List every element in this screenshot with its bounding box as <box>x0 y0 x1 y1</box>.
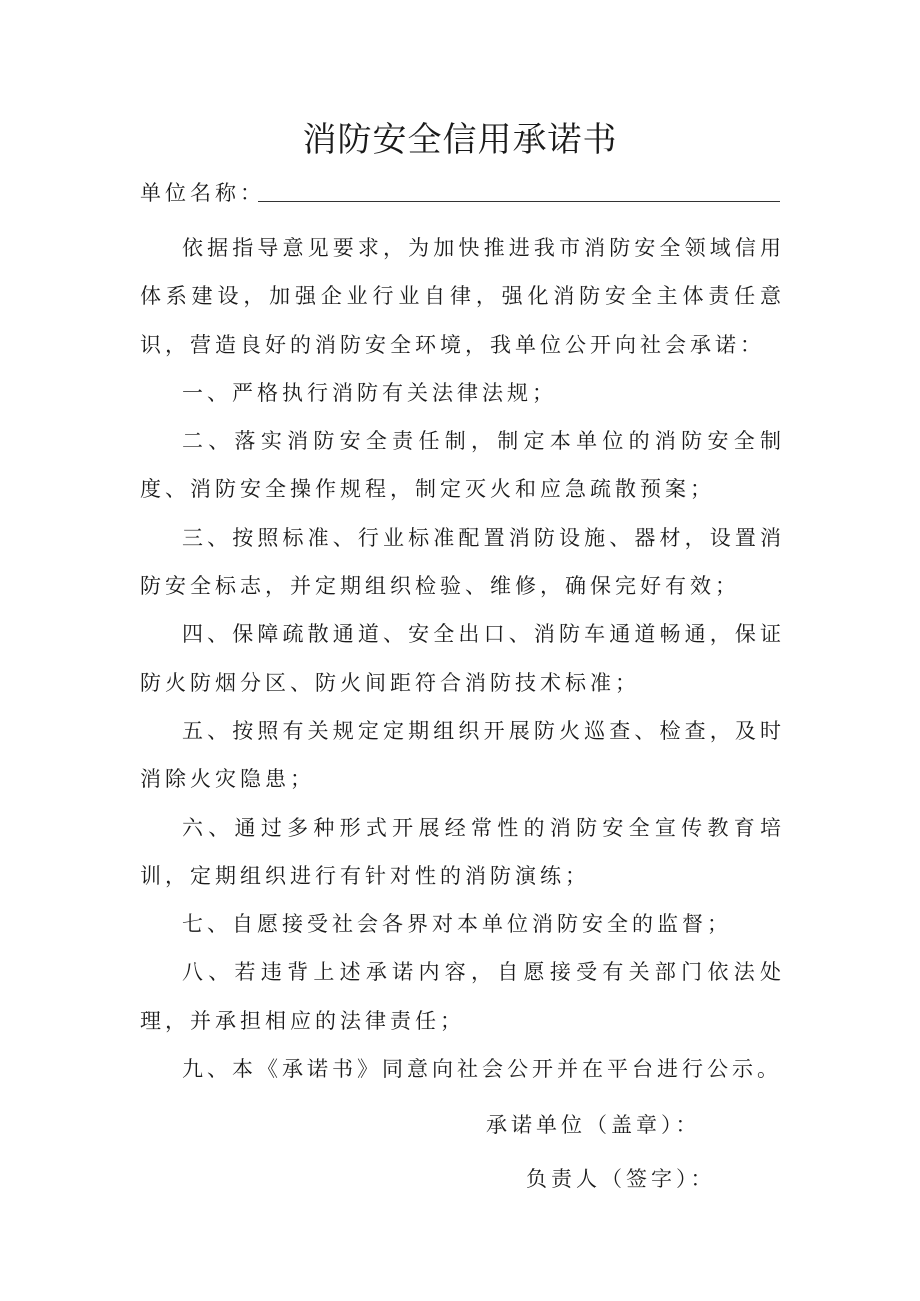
commitment-item-4: 四、保障疏散通道、安全出口、消防车通道畅通，保证防火防烟分区、防火间距符合消防技术标准； <box>140 622 785 695</box>
unit-name-blank-line <box>258 201 780 202</box>
document-title: 消防安全信用承诺书 <box>302 120 618 160</box>
unit-name-label: 单位名称： <box>140 181 265 205</box>
commitment-item-2: 二、落实消防安全责任制，制定本单位的消防安全制度、消防安全操作规程，制定灭火和应急疏散预案； <box>140 429 785 502</box>
commitment-body <box>140 224 785 1093</box>
commitment-item-1: 一、严格执行消防有关法律法规； <box>182 380 557 405</box>
signature-person-label: 负责人（签字）： <box>526 1167 716 1191</box>
intro-paragraph: 依据指导意见要求，为加快推进我市消防安全领域信用体系建设，加强企业行业自律，强化消防安全主体责任意识，营造良好的消防安全环境，我单位公开向社会承诺： <box>140 236 785 357</box>
unit-name-row <box>140 176 780 210</box>
commitment-item-8: 八、若违背上述承诺内容，自愿接受有关部门依法处理，并承担相应的法律责任； <box>140 960 785 1033</box>
commitment-item-5: 五、按照有关规定定期组织开展防火巡查、检查，及时消除火灾隐患； <box>140 718 785 792</box>
commitment-item-6: 六、通过多种形式开展经常性的消防安全宣传教育培训，定期组织进行有针对性的消防演练； <box>140 815 785 888</box>
commitment-item-3: 三、按照标准、行业标准配置消防设施、器材，设置消防安全标志，并定期组织检验、维修，确保完好有效； <box>140 525 785 599</box>
signature-unit-label: 承诺单位（盖章）： <box>486 1113 701 1137</box>
commitment-item-9: 九、本《承诺书》同意向社会公开并在平台进行公示。 <box>182 1057 782 1082</box>
commitment-item-7: 七、自愿接受社会各界对本单位消防安全的监督； <box>182 912 732 937</box>
